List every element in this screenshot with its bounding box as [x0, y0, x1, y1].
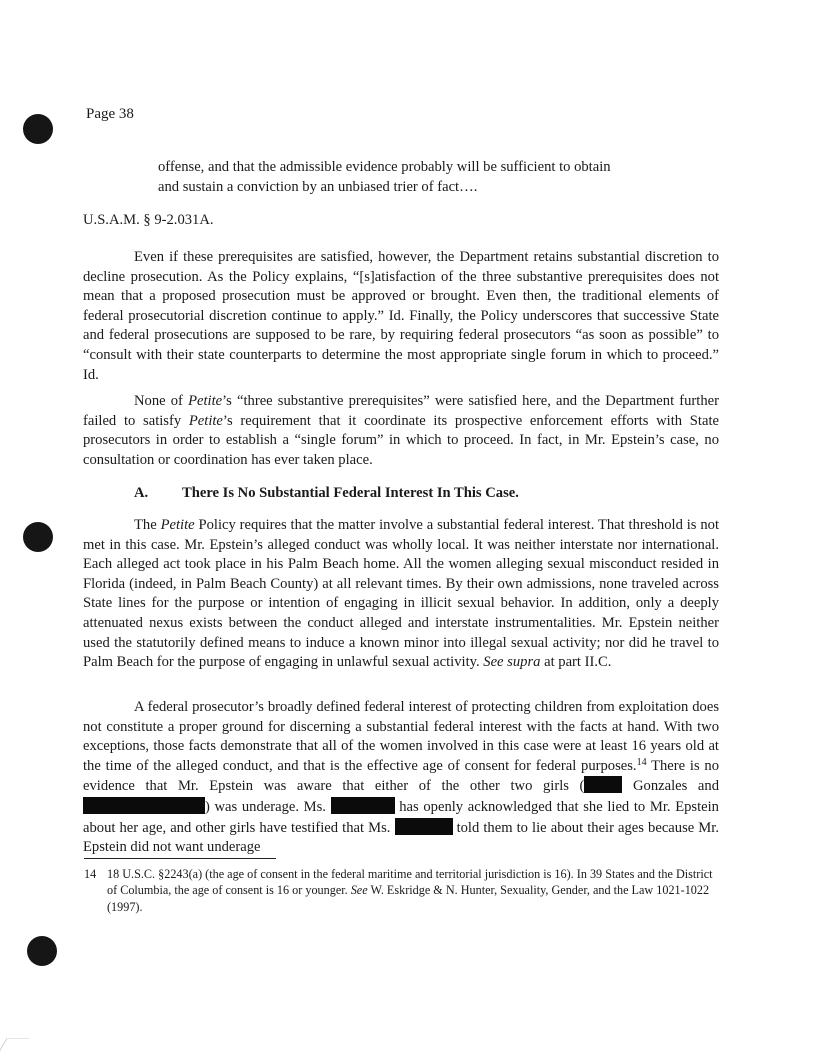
section-heading: [134, 484, 519, 504]
page-corner-mark: [0, 1038, 30, 1061]
punch-hole-top: [23, 114, 53, 144]
text-run: ) was underage. Ms.: [205, 798, 331, 815]
text-run: The: [134, 517, 161, 533]
text-run: None of: [134, 393, 189, 409]
text-run: Policy requires that the matter involve a substantial federal interest. That threshold is not met in this case. Mr. Epstein’s alleged conduct was wholly local. It was neither interstate nor international. Each alleged act took place in his Palm Beach home. All the women alleging sexual misconduct resided in Florida (indeed, in Palm Beach County) at all relevant times. By their own admissions, none traveled across State lines for the purpose or intention of engaging in illicit sexual behavior. In addition, only a deeply attenuated nexus exists between the conduct alleged and interstate instrumentalities. Mr. Epstein neither used the statutorily defined means to induce a known minor into illegal sexual activity; nor did he travel to Palm Beach for the purpose of engaging in unlawful sexual activity.: [83, 517, 719, 671]
footnote: [84, 866, 714, 915]
text-run: at part II.C.: [540, 654, 612, 671]
quote-line-1: offense, and that the admissible evidence probably will be sufficient to obtain: [158, 159, 611, 175]
block-quote: [158, 158, 678, 197]
footnote-divider: [84, 858, 276, 859]
text-run: W. Eskridge & N. Hunter, Sexuality, Gender, and the Law 1021-1022 (1997).: [107, 883, 710, 914]
italic-case-name: Petite: [160, 517, 195, 533]
redaction-block: [395, 818, 453, 835]
text-run: There is no evidence that Mr. Epstein was aware that either of the other two girls (: [83, 757, 719, 795]
paragraph-discretion-text: Even if these prerequisites are satisfied, however, the Department retains substantial discretion to decline prosecution. As the Policy explains, “[s]atisfaction of the three substantive prerequisites does not mean that a proposed prosecution must be approved or brought. Even then, the traditional elements of federal prosecutorial discretion continue to apply.” Id. Finally, the Policy underscores that successive State and federal prosecutions are supposed to be rare, by requiring federal prosecutors “as soon as possible” to “consult with their state counterparts to determine the most appropriate single forum in which to proceed.” Id.: [83, 249, 719, 383]
text-run: A federal prosecutor’s broadly defined federal interest of protecting children from exploitation does not constitute a proper ground for discerning a substantial federal interest with the facts at hand. With two exceptions, those facts demonstrate that all of the women involved in this case were at least 16 years old at the time of the alleged conduct, and that is the effective age of consent for federal purposes.: [83, 699, 719, 774]
redaction-block: [331, 797, 395, 814]
footnote-number: 14: [84, 867, 97, 881]
paragraph-discretion: [83, 248, 719, 385]
page-number: Page 38: [86, 106, 134, 122]
quote-line-2: and sustain a conviction by an unbiased trier of fact….: [158, 178, 478, 195]
text-run: ’s “three substantive prerequisites” were satisfied here, and the Department further failed to satisfy: [83, 393, 719, 429]
citation: U.S.A.M. § 9-2.031A.: [83, 212, 214, 228]
text-run: has openly acknowledged that she lied to Mr. Epstein about her age, and other girls have testified that Ms.: [83, 798, 719, 836]
text-run: Gonzales and: [622, 778, 719, 795]
italic-case-name: Petite: [188, 393, 223, 409]
italic-case-name: Petite: [188, 412, 223, 429]
section-title: There Is No Substantial Federal Interest In This Case.: [182, 485, 519, 501]
redaction-block: [83, 797, 205, 814]
punch-hole-middle: [23, 522, 53, 552]
italic-signal: See supra: [483, 654, 541, 671]
text-run: ’s requirement that it coordinate its prospective enforcement efforts with State prosecutors in order to establish a “single forum” in which to proceed. In fact, in Mr. Epstein’s case, no consultation or coordination has ever taken place.: [83, 412, 719, 468]
paragraph-federal-interest: [83, 516, 719, 673]
footnote-reference[interactable]: 14: [636, 756, 647, 768]
text-run: told them to lie about their ages because Mr. Epstein did not want underage: [83, 819, 719, 856]
redaction-block: [584, 776, 622, 793]
section-letter: A.: [134, 485, 149, 501]
italic-signal: See: [350, 883, 368, 898]
footnote-text: [107, 866, 714, 915]
paragraph-petite-prerequisites: [83, 392, 719, 470]
text-run: 18 U.S.C. §2243(a) (the age of consent in the federal maritime and territorial jurisdiction is 16). In 39 States and the District of Columbia, the age of consent is 16 or younger.: [107, 867, 713, 898]
paragraph-age-of-consent: [83, 698, 719, 858]
punch-hole-bottom: [27, 936, 57, 966]
